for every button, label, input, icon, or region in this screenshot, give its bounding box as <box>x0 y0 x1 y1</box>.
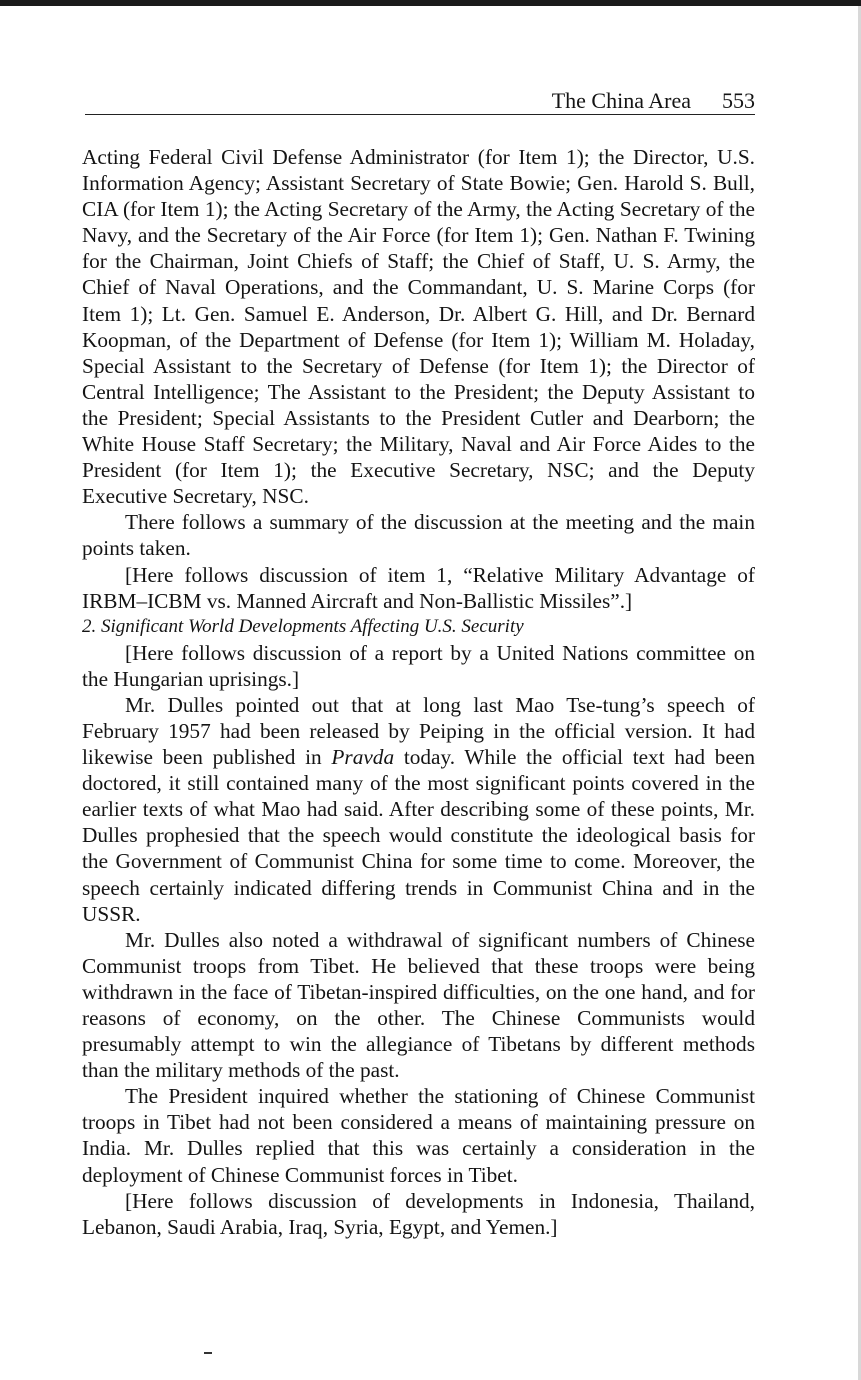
page-top-border <box>0 0 861 6</box>
running-header-title: The China Area <box>551 88 691 113</box>
body-text <box>82 144 755 1240</box>
mao-speech-text-part-2: today. While the official text had been doctored, it still contained many of the most significant points covered in the earlier texts of what Mao had said. After describing some of these points, Mr. Dulles prophesied that the speech would constitute the ideological basis for the Government of Communist China for some time to come. Moreover, the speech certainly indicated differing trends in Communist China and in the USSR. <box>82 745 755 926</box>
running-header <box>85 88 755 115</box>
paragraph-hungary-note: [Here follows discussion of a report by a United Nations committee on the Hungarian uprisings.] <box>82 640 755 691</box>
paragraph-summary-intro: There follows a summary of the discussion at the meeting and the main points taken. <box>82 510 755 561</box>
paragraph-item-1-note: [Here follows discussion of item 1, “Relative Military Advantage of IRBM–ICBM vs. Manned Aircraft and Non-Ballistic Missiles”.] <box>82 562 755 613</box>
paragraph-president-inquiry: The President inquired whether the stationing of Chinese Communist troops in Tibet had not been considered a means of maintaining pressure on India. Mr. Dulles replied that this was certainly a consideration in the deployment of Chinese Communist forces in Tibet. <box>82 1084 755 1187</box>
mao-speech-text-part-1: Mr. Dulles pointed out that at long last Mao Tse-tung’s speech of February 1957 had been released by Peiping in the official version. It had likewise been published in <box>82 692 755 770</box>
paragraph-mao-speech <box>82 692 755 927</box>
paragraph-tibet-withdrawal: Mr. Dulles also noted a withdrawal of significant numbers of Chinese Communist troops from Tibet. He believed that these troops were being withdrawn in the face of Tibetan-inspired difficulties, on the one hand, and for reasons of economy, on the other. The Chinese Communists would presumably attempt to win the allegiance of Tibetans by different methods than the military methods of the past. <box>82 927 755 1083</box>
page-number: 553 <box>722 88 755 113</box>
paragraph-other-developments: [Here follows discussion of developments in Indonesia, Thailand, Lebanon, Saudi Arabia, Iraq, Syria, Egypt, and Yemen.] <box>82 1188 755 1239</box>
section-heading: 2. Significant World Developments Affecting U.S. Security <box>82 615 524 637</box>
pravda-italic: Pravda <box>331 745 395 770</box>
paragraph-attendees: Acting Federal Civil Defense Administrator (for Item 1); the Director, U.S. Information Agency; Assistant Secretary of State Bowie; Gen. Harold S. Bull, CIA (for Item 1); the Acting Secretary of the Army, the Acting Secretary of the Navy, and the Secretary of the Air Force (for Item 1); Gen. Nathan F. Twining for the Chairman, Joint Chiefs of Staff; the Chief of Staff, U. S. Army, the Chief of Naval Operations, and the Commandant, U. S. Marine Corps (for Item 1); Lt. Gen. Samuel E. Anderson, Dr. Albert G. Hill, and Dr. Bernard Koopman, of the Department of Defense (for Item 1); William M. Holaday, Special Assistant to the Secretary of Defense (for Item 1); the Director of Central Intelligence; The Assistant to the President; the Deputy Assistant to the President; Special Assistants to the President Cutler and Dearborn; the White House Staff Secretary; the Military, Naval and Air Force Aides to the President (for Item 1); the Executive Secretary, NSC; and the Deputy Executive Secretary, NSC. <box>82 145 755 509</box>
stray-mark <box>204 1352 212 1354</box>
